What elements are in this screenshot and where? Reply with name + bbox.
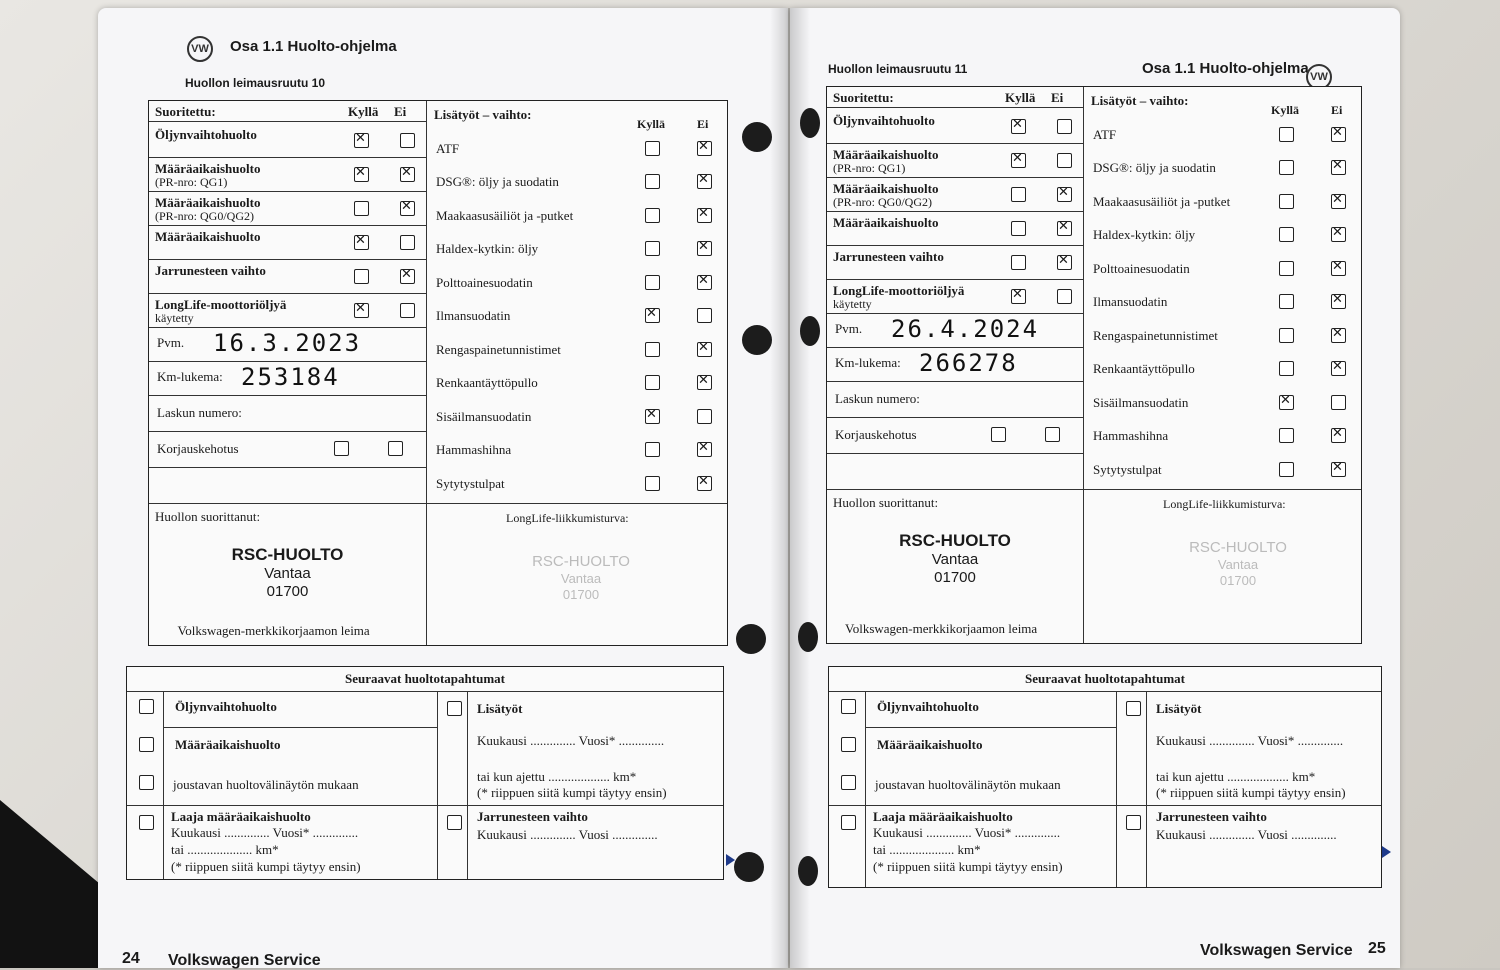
- lisatyo-kylla-checkbox[interactable]: [1279, 428, 1294, 443]
- col-kylla-label: Kyllä: [348, 104, 379, 119]
- oljy-checkbox[interactable]: [841, 699, 856, 714]
- leima-label: Volkswagen-merkkikorjaamon leima: [845, 621, 1038, 636]
- stamp-line2: Vantaa: [264, 565, 311, 582]
- title-divider: [127, 691, 723, 692]
- lisatyot-kylla-label: Kyllä: [637, 117, 666, 131]
- binder-hole: [736, 624, 766, 654]
- lisatyo-label: Polttoainesuodatin: [436, 274, 533, 290]
- page-arrow-icon: [1382, 846, 1391, 858]
- lisatyo-kylla-checkbox[interactable]: [645, 141, 660, 156]
- lisatyot-checkbox[interactable]: [1126, 701, 1141, 716]
- longlife-label: LongLife-liikkumisturva:: [506, 511, 629, 525]
- col-kylla-label: Kyllä: [1005, 90, 1036, 105]
- service-row-label: Öljynvaihtohuolto: [155, 127, 257, 142]
- laaja-riippuen: (* riippuen siitä kumpi täytyy ensin): [873, 859, 1063, 874]
- ei-checkbox[interactable]: [1057, 255, 1072, 270]
- kylla-checkbox[interactable]: [354, 167, 369, 182]
- row-divider: [149, 431, 426, 432]
- joustava-label: joustavan huoltovälinäytön mukaan: [173, 777, 359, 792]
- laaja-riippuen: (* riippuen siitä kumpi täytyy ensin): [171, 859, 361, 874]
- service-row-label: Jarrunesteen vaihto: [155, 263, 266, 278]
- lisatyo-ei-checkbox[interactable]: [1331, 160, 1346, 175]
- lisatyot-ei-label: Ei: [697, 117, 709, 131]
- ei-checkbox[interactable]: [400, 303, 415, 318]
- lisatyo-ei-checkbox[interactable]: [1331, 361, 1346, 376]
- lisatyo-kylla-checkbox[interactable]: [1279, 395, 1294, 410]
- checkbox-column-divider: [865, 691, 866, 887]
- jarru-checkbox[interactable]: [447, 815, 462, 830]
- faint-stamp-line2: Vantaa: [560, 571, 602, 586]
- service-row-label: LongLife-moottoriöljyä: [155, 297, 287, 312]
- ei-checkbox[interactable]: [1057, 119, 1072, 134]
- kylla-checkbox[interactable]: [354, 303, 369, 318]
- right-service-form: [826, 86, 1362, 644]
- row-divider: [827, 245, 1083, 246]
- service-row-label: Määräaikaishuolto: [833, 215, 939, 230]
- service-row-label: Määräaikaishuolto: [155, 195, 261, 210]
- kylla-checkbox[interactable]: [354, 235, 369, 250]
- longlife-label: LongLife-liikkumisturva:: [1163, 497, 1286, 511]
- row-divider: [827, 211, 1083, 212]
- service-row-label: Määräaikaishuolto: [833, 147, 939, 162]
- lisatyo-kylla-checkbox[interactable]: [645, 174, 660, 189]
- lisatyo-label: Rengaspainetunnistimet: [436, 341, 561, 357]
- lisatyo-label: Polttoainesuodatin: [1093, 260, 1190, 276]
- row-divider: [127, 805, 723, 806]
- lisatyo-label: Ilmansuodatin: [1093, 294, 1168, 310]
- right-page-number: 25: [1368, 940, 1386, 957]
- lisatyo-kylla-checkbox[interactable]: [645, 275, 660, 290]
- km-value: 266278: [919, 349, 1018, 377]
- lisatyo-ei-checkbox[interactable]: [697, 409, 712, 424]
- service-row-label: Jarrunesteen vaihto: [833, 249, 944, 264]
- book-gutter: [770, 8, 810, 968]
- kylla-checkbox[interactable]: [1011, 221, 1026, 236]
- kylla-checkbox[interactable]: [354, 133, 369, 148]
- service-row-label: Määräaikaishuolto: [155, 161, 261, 176]
- service-row-sublabel: käytetty: [833, 297, 872, 311]
- header-divider: [149, 121, 426, 122]
- row-divider: [149, 467, 426, 468]
- lisatyo-label: Sisäilmansuodatin: [1093, 394, 1189, 410]
- row-divider: [827, 417, 1083, 418]
- row-divider: [865, 727, 1116, 728]
- lisatyo-label: Renkaantäyttöpullo: [1093, 361, 1195, 377]
- faint-stamp-line2: Vantaa: [1217, 557, 1259, 572]
- left-next-services: [126, 666, 724, 880]
- checkbox-column-divider: [467, 691, 468, 879]
- lisatyo-kylla-checkbox[interactable]: [1279, 160, 1294, 175]
- right-footer-text: Volkswagen Service: [1200, 942, 1353, 959]
- kylla-checkbox[interactable]: [354, 201, 369, 216]
- right-next-services: [828, 666, 1382, 888]
- lisatyo-ei-checkbox[interactable]: [1331, 261, 1346, 276]
- lisatyot-header: Lisätyöt – vaihto:: [434, 107, 532, 122]
- lisatyo-ei-checkbox[interactable]: [697, 241, 712, 256]
- lisatyo-ei-checkbox[interactable]: [1331, 395, 1346, 410]
- left-footer-text: Volkswagen Service: [168, 952, 321, 969]
- right-header: Osa 1.1 Huolto-ohjelma: [1142, 60, 1309, 77]
- laskun-numero-label: Laskun numero:: [157, 405, 242, 420]
- ei-checkbox[interactable]: [1057, 153, 1072, 168]
- kylla-checkbox[interactable]: [1011, 153, 1026, 168]
- section-divider: [827, 489, 1361, 490]
- binder-hole: [734, 852, 764, 882]
- laaja-label: Laaja määräaikaishuolto: [873, 809, 1013, 824]
- maara-checkbox[interactable]: [139, 737, 154, 752]
- lisatyo-kylla-checkbox[interactable]: [1279, 462, 1294, 477]
- lisatyo-kylla-checkbox[interactable]: [645, 476, 660, 491]
- laaja-checkbox[interactable]: [841, 815, 856, 830]
- lisatyo-label: DSG®: öljy ja suodatin: [1093, 160, 1216, 176]
- korjaus-kylla-checkbox[interactable]: [334, 441, 349, 456]
- kylla-checkbox[interactable]: [1011, 289, 1026, 304]
- service-row-sublabel: (PR-nro: QG0/QG2): [833, 195, 932, 209]
- oljy-label: Öljynvaihtohuolto: [877, 699, 979, 714]
- lisatyo-kylla-checkbox[interactable]: [645, 342, 660, 357]
- lisatyot-kylla-label: Kyllä: [1271, 103, 1300, 117]
- lisatyo-ei-checkbox[interactable]: [1331, 194, 1346, 209]
- lisatyo-ei-checkbox[interactable]: [697, 442, 712, 457]
- row-divider: [149, 293, 426, 294]
- ei-checkbox[interactable]: [1057, 289, 1072, 304]
- ei-checkbox[interactable]: [400, 269, 415, 284]
- leima-label: Volkswagen-merkkikorjaamon leima: [177, 623, 370, 638]
- service-row-label: Määräaikaishuolto: [833, 181, 939, 196]
- pvm-value: 16.3.2023: [213, 329, 362, 357]
- row-divider: [827, 453, 1083, 454]
- binder-hole: [742, 122, 772, 152]
- km-value: 253184: [241, 363, 340, 391]
- kylla-checkbox[interactable]: [1011, 255, 1026, 270]
- lisatyot-checkbox[interactable]: [447, 701, 462, 716]
- maara-label: Määräaikaishuolto: [175, 737, 281, 752]
- lisatyo-kylla-checkbox[interactable]: [645, 442, 660, 457]
- left-page-number: 24: [122, 950, 140, 967]
- ei-checkbox[interactable]: [1057, 187, 1072, 202]
- row-divider: [827, 143, 1083, 144]
- binder-hole: [800, 108, 820, 138]
- kylla-checkbox[interactable]: [1011, 187, 1026, 202]
- lisatyo-kylla-checkbox[interactable]: [1279, 294, 1294, 309]
- service-row-sublabel: (PR-nro: QG1): [833, 161, 906, 175]
- lisatyo-label: Sisäilmansuodatin: [436, 408, 532, 424]
- lisatyo-kylla-checkbox[interactable]: [1279, 227, 1294, 242]
- title-divider: [829, 691, 1381, 692]
- lisatyot-kuukausi: Kuukausi .............. Vuosi* ..............: [1156, 733, 1344, 748]
- lisatyo-ei-checkbox[interactable]: [1331, 462, 1346, 477]
- service-row-label: Öljynvaihtohuolto: [833, 113, 935, 128]
- laskun-numero-label: Laskun numero:: [835, 391, 920, 406]
- lisatyo-ei-checkbox[interactable]: [697, 208, 712, 223]
- left-service-form: [148, 100, 728, 646]
- lisatyo-kylla-checkbox[interactable]: [645, 308, 660, 323]
- korjauskehotus-label: Korjauskehotus: [835, 427, 917, 442]
- row-divider: [149, 225, 426, 226]
- service-row-label: Määräaikaishuolto: [155, 229, 261, 244]
- stamp-line1: RSC-HUOLTO: [231, 545, 344, 564]
- jarru-checkbox[interactable]: [1126, 815, 1141, 830]
- service-row-sublabel: (PR-nro: QG1): [155, 175, 228, 189]
- stamp-line2: Vantaa: [931, 551, 979, 568]
- column-divider: [1116, 691, 1117, 887]
- jarru-kuukausi: Kuukausi .............. Vuosi ..............: [1156, 827, 1337, 842]
- lisatyo-ei-checkbox[interactable]: [697, 342, 712, 357]
- lisatyo-label: DSG®: öljy ja suodatin: [436, 174, 559, 190]
- lisatyo-ei-checkbox[interactable]: [697, 174, 712, 189]
- joustava-label: joustavan huoltovälinäytön mukaan: [875, 777, 1061, 792]
- lisatyo-kylla-checkbox[interactable]: [645, 208, 660, 223]
- lisatyo-label: ATF: [1093, 127, 1117, 142]
- lisatyo-kylla-checkbox[interactable]: [1279, 361, 1294, 376]
- ei-checkbox[interactable]: [400, 201, 415, 216]
- korjaus-ei-checkbox[interactable]: [1045, 427, 1060, 442]
- lisatyo-ei-checkbox[interactable]: [1331, 227, 1346, 242]
- lisatyo-label: Sytytystulpat: [1093, 461, 1162, 477]
- row-divider: [827, 381, 1083, 382]
- laaja-label: Laaja määräaikaishuolto: [171, 809, 311, 824]
- faint-stamp-line1: RSC-HUOLTO: [1189, 539, 1287, 556]
- left-subtitle: Huollon leimausruutu 10: [185, 76, 326, 90]
- row-divider: [149, 327, 426, 328]
- service-row-sublabel: (PR-nro: QG0/QG2): [155, 209, 254, 223]
- col-suoritettu-label: Suoritettu:: [833, 90, 894, 105]
- maara-label: Määräaikaishuolto: [877, 737, 983, 752]
- laaja-tai-km: tai .................... km*: [171, 842, 279, 857]
- faint-stamp-line3: 01700: [1219, 573, 1257, 588]
- korjaus-kylla-checkbox[interactable]: [991, 427, 1006, 442]
- stamp-line1: RSC-HUOLTO: [899, 531, 1011, 550]
- row-divider: [829, 805, 1381, 806]
- service-row-label: LongLife-moottoriöljyä: [833, 283, 965, 298]
- col-suoritettu-label: Suoritettu:: [155, 104, 216, 119]
- right-subtitle: Huollon leimausruutu 11: [828, 62, 968, 76]
- laaja-kuukausi: Kuukausi .............. Vuosi* ..............: [171, 825, 359, 840]
- lisatyot-header: Lisätyöt – vaihto:: [1091, 93, 1189, 108]
- ei-checkbox[interactable]: [400, 133, 415, 148]
- pvm-label: Pvm.: [157, 335, 185, 350]
- lisatyo-kylla-checkbox[interactable]: [645, 375, 660, 390]
- joustava-checkbox[interactable]: [139, 775, 154, 790]
- binder-hole: [742, 325, 772, 355]
- checkbox-column-divider: [1146, 691, 1147, 887]
- lisatyo-ei-checkbox[interactable]: [697, 476, 712, 491]
- lisatyo-kylla-checkbox[interactable]: [1279, 261, 1294, 276]
- lisatyo-ei-checkbox[interactable]: [697, 308, 712, 323]
- jarru-label: Jarrunesteen vaihto: [477, 809, 588, 824]
- row-divider: [149, 191, 426, 192]
- jarru-kuukausi: Kuukausi .............. Vuosi ..............: [477, 827, 658, 842]
- ei-checkbox[interactable]: [400, 235, 415, 250]
- lisatyo-kylla-checkbox[interactable]: [1279, 194, 1294, 209]
- row-divider: [149, 259, 426, 260]
- row-divider: [827, 313, 1083, 314]
- kylla-checkbox[interactable]: [1011, 119, 1026, 134]
- korjaus-ei-checkbox[interactable]: [388, 441, 403, 456]
- laaja-checkbox[interactable]: [139, 815, 154, 830]
- row-divider: [163, 727, 437, 728]
- binder-hole: [798, 622, 818, 652]
- lisatyo-kylla-checkbox[interactable]: [645, 241, 660, 256]
- col-ei-label: Ei: [1051, 90, 1064, 105]
- lisatyo-ei-checkbox[interactable]: [1331, 294, 1346, 309]
- ei-checkbox[interactable]: [1057, 221, 1072, 236]
- kylla-checkbox[interactable]: [354, 269, 369, 284]
- lisatyo-label: Hammashihna: [1093, 428, 1169, 444]
- lisatyo-label: Hammashihna: [436, 442, 512, 458]
- lisatyot-kuukausi: Kuukausi .............. Vuosi* ..............: [477, 733, 665, 748]
- binder-hole: [800, 316, 820, 346]
- lisatyot-tai-kun: tai kun ajettu ................... km*: [1156, 769, 1316, 784]
- lisatyo-label: ATF: [436, 141, 460, 156]
- lisatyo-ei-checkbox[interactable]: [697, 375, 712, 390]
- row-divider: [827, 347, 1083, 348]
- faint-stamp-line1: RSC-HUOLTO: [532, 553, 630, 570]
- pvm-label: Pvm.: [835, 321, 863, 336]
- stamp-line3: 01700: [266, 583, 309, 600]
- lisatyo-label: Sytytystulpat: [436, 475, 505, 491]
- pvm-value: 26.4.2024: [891, 315, 1040, 343]
- oljy-checkbox[interactable]: [139, 699, 154, 714]
- column-divider: [1083, 87, 1084, 643]
- lisatyot-label: Lisätyöt: [477, 701, 523, 716]
- maara-checkbox[interactable]: [841, 737, 856, 752]
- lisatyo-label: Ilmansuodatin: [436, 308, 511, 324]
- lisatyo-label: Rengaspainetunnistimet: [1093, 327, 1218, 343]
- column-divider: [437, 691, 438, 879]
- lisatyo-ei-checkbox[interactable]: [697, 141, 712, 156]
- lisatyot-riippuen: (* riippuen siitä kumpi täytyy ensin): [477, 785, 667, 800]
- column-divider: [426, 101, 427, 645]
- suorittanut-label: Huollon suorittanut:: [833, 495, 939, 510]
- binder-hole: [798, 856, 818, 886]
- vw-logo-icon: VW: [187, 36, 213, 62]
- km-label: Km-lukema:: [835, 355, 901, 370]
- lisatyo-label: Maakaasusäiliöt ja -putket: [436, 207, 574, 223]
- row-divider: [827, 177, 1083, 178]
- lisatyo-label: Haldex-kytkin: öljy: [1093, 227, 1196, 243]
- stamp-line3: 01700: [934, 569, 976, 586]
- laaja-tai-km: tai .................... km*: [873, 842, 981, 857]
- next-title: Seuraavat huoltotapahtumat: [1025, 671, 1185, 686]
- km-label: Km-lukema:: [157, 369, 223, 384]
- page-arrow-icon: [726, 854, 735, 866]
- lisatyot-riippuen: (* riippuen siitä kumpi täytyy ensin): [1156, 785, 1346, 800]
- lisatyo-kylla-checkbox[interactable]: [1279, 127, 1294, 142]
- lisatyo-kylla-checkbox[interactable]: [645, 409, 660, 424]
- lisatyo-label: Maakaasusäiliöt ja -putket: [1093, 193, 1231, 209]
- ei-checkbox[interactable]: [400, 167, 415, 182]
- lisatyot-tai-kun: tai kun ajettu ................... km*: [477, 769, 637, 784]
- row-divider: [149, 361, 426, 362]
- korjauskehotus-label: Korjauskehotus: [157, 441, 239, 456]
- lisatyo-ei-checkbox[interactable]: [1331, 328, 1346, 343]
- oljy-label: Öljynvaihtohuolto: [175, 699, 277, 714]
- suorittanut-label: Huollon suorittanut:: [155, 509, 261, 524]
- joustava-checkbox[interactable]: [841, 775, 856, 790]
- row-divider: [827, 279, 1083, 280]
- next-title: Seuraavat huoltotapahtumat: [345, 671, 505, 686]
- lisatyo-label: Renkaantäyttöpullo: [436, 375, 538, 391]
- lisatyo-ei-checkbox[interactable]: [1331, 428, 1346, 443]
- checkbox-column-divider: [163, 691, 164, 879]
- laaja-kuukausi: Kuukausi .............. Vuosi* ..............: [873, 825, 1061, 840]
- section-divider: [149, 503, 727, 504]
- row-divider: [149, 157, 426, 158]
- lisatyo-kylla-checkbox[interactable]: [1279, 328, 1294, 343]
- lisatyot-ei-label: Ei: [1331, 103, 1343, 117]
- lisatyo-ei-checkbox[interactable]: [697, 275, 712, 290]
- header-divider: [827, 107, 1083, 108]
- lisatyot-label: Lisätyöt: [1156, 701, 1202, 716]
- lisatyo-ei-checkbox[interactable]: [1331, 127, 1346, 142]
- jarru-label: Jarrunesteen vaihto: [1156, 809, 1267, 824]
- service-row-sublabel: käytetty: [155, 311, 194, 325]
- row-divider: [149, 395, 426, 396]
- left-header: Osa 1.1 Huolto-ohjelma: [230, 38, 397, 55]
- vw-logo-icon: VW: [1306, 64, 1332, 90]
- col-ei-label: Ei: [394, 104, 407, 119]
- lisatyo-label: Haldex-kytkin: öljy: [436, 241, 539, 257]
- faint-stamp-line3: 01700: [562, 587, 600, 602]
